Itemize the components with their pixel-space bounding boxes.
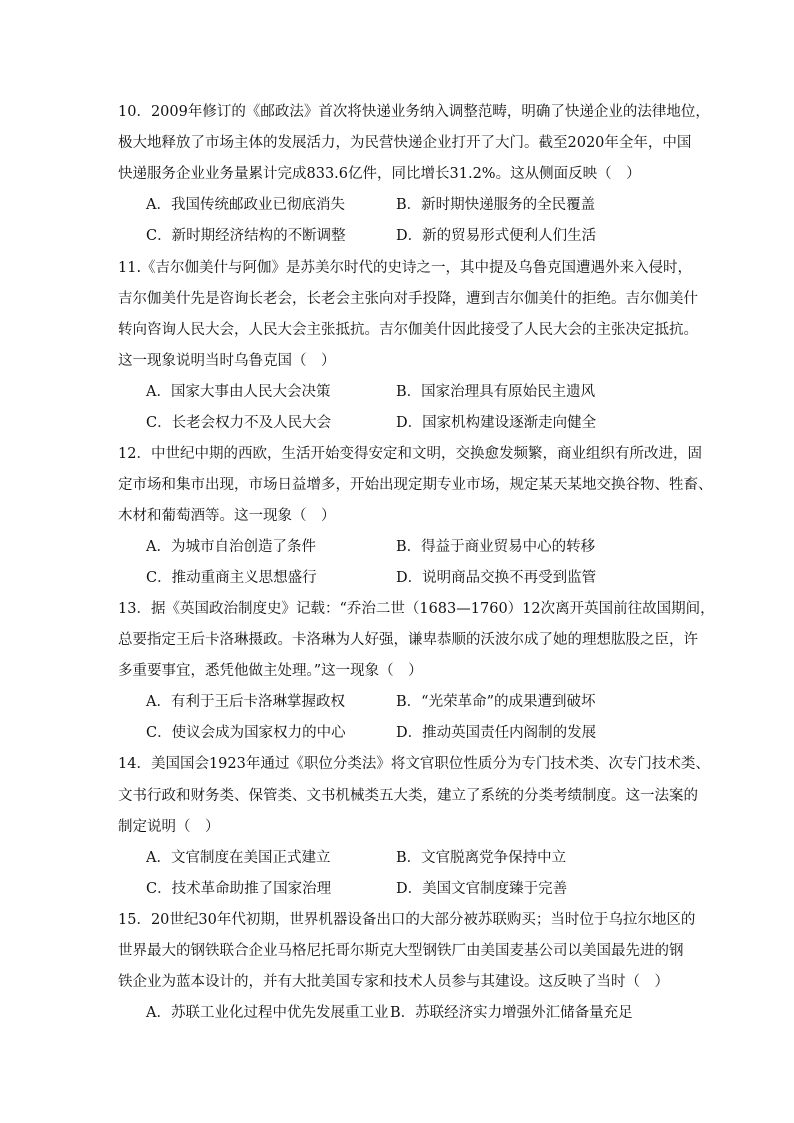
q15-option-b: B．苏联经济实力增强外汇储备量充足	[390, 1005, 633, 1021]
q14-option-d: D．美国文官制度臻于完善	[396, 881, 568, 897]
q10-option-a: A．我国传统邮政业已彻底消失	[146, 197, 345, 213]
q10-option-c: C．新时期经济结构的不断调整	[146, 228, 346, 244]
q15-line-3: 铁企业为蓝本设计的，并有大批美国专家和技术人员参与其建设。这反映了当时（ ）	[118, 974, 669, 990]
q15-line-2: 世界最大的钢铁联合企业马格尼托哥尔斯克大型钢铁厂由美国麦基公司以美国最先进的钢	[118, 943, 684, 959]
q12-line-3: 木材和葡萄酒等。这一现象（ ）	[118, 508, 336, 524]
q11-line-1: 11.《吉尔伽美什与阿伽》是苏美尔时代的史诗之一，其中提及乌鲁克国遭遇外来入侵时，	[118, 260, 693, 276]
q11-option-a: A．国家大事由人民大会决策	[146, 384, 331, 400]
q15-line-1: 15．20世纪30年代初期，世界机器设备出口的大部分被苏联购买；当时位于乌拉尔地区的	[118, 912, 696, 928]
q10-option-d: D．新的贸易形式便利人们生活	[396, 228, 597, 244]
q10-line-1: 10．2009年修订的《邮政法》首次将快递业务纳入调整范畴，明确了快递企业的法律地位，	[118, 104, 710, 120]
q14-option-b: B．文官脱离党争保持中立	[396, 850, 567, 866]
q10-line-2: 极大地释放了市场主体的发展活力，为民营快递企业打开了大门。截至2020年全年，中国	[118, 135, 692, 151]
q10-option-b: B．新时期快递服务的全民覆盖	[396, 197, 596, 213]
q14-line-2: 文书行政和财务类、保管类、文书机械类五大类，建立了系统的分类考绩制度。这一法案的	[118, 788, 698, 804]
q13-line-2: 总要指定王后卡洛琳摄政。卡洛琳为人好强，谦卑恭顺的沃波尔成了她的理想肱股之臣，许	[118, 632, 698, 648]
q15-option-a: A．苏联工业化过程中优先发展重工业	[146, 1005, 389, 1021]
q11-line-3: 转向咨询人民大会，人民大会主张抵抗。吉尔伽美什因此接受了人民大会的主张决定抵抗。	[118, 322, 698, 338]
q13-option-d: D．推动英国责任内阁制的发展	[396, 725, 597, 741]
q11-option-d: D．国家机构建设逐渐走向健全	[396, 415, 597, 431]
q12-option-b: B．得益于商业贸易中心的转移	[396, 539, 596, 555]
q14-option-c: C．技术革命助推了国家治理	[146, 881, 332, 897]
q14-line-1: 14．美国国会1923年通过《职位分类法》将文官职位性质分为专门技术类、次专门技术类、	[118, 756, 710, 772]
q13-line-3: 多重要事宜，悉凭他做主处理。”这一现象（ ）	[118, 663, 423, 679]
q12-option-a: A．为城市自治创造了条件	[146, 539, 316, 555]
q10-line-3: 快递服务企业业务量累计完成833.6亿件，同比增长31.2%。这从侧面反映（ ）	[118, 166, 641, 182]
q12-line-1: 12．中世纪中期的西欧，生活开始变得安定和文明，交换愈发频繁，商业组织有所改进，固	[118, 446, 702, 462]
q11-option-b: B．国家治理具有原始民主遗风	[396, 384, 596, 400]
q11-line-2: 吉尔伽美什先是咨询长老会，长老会主张向对手投降，遭到吉尔伽美什的拒绝。吉尔伽美什	[118, 291, 698, 307]
q14-line-3: 制定说明（ ）	[118, 819, 220, 835]
q13-option-b: B．“光荣革命”的成果遭到破坏	[396, 694, 596, 710]
q13-line-1: 13．据《英国政治制度史》记载：“乔治二世（1683—1760）12次离开英国前往故国期间，	[118, 601, 715, 617]
q12-option-c: C．推动重商主义思想盛行	[146, 570, 317, 586]
q13-option-c: C．使议会成为国家权力的中心	[146, 725, 346, 741]
q12-option-d: D．说明商品交换不再受到监管	[396, 570, 597, 586]
q12-line-2: 定市场和集市出现，市场日益增多，开始出现定期专业市场，规定某天某地交换谷物、牲畜、	[118, 477, 713, 493]
q13-option-a: A．有利于王后卡洛琳掌握政权	[146, 694, 345, 710]
q11-line-4: 这一现象说明当时乌鲁克国（ ）	[118, 353, 336, 369]
q14-option-a: A．文官制度在美国正式建立	[146, 850, 331, 866]
q11-option-c: C．长老会权力不及人民大会	[146, 415, 332, 431]
